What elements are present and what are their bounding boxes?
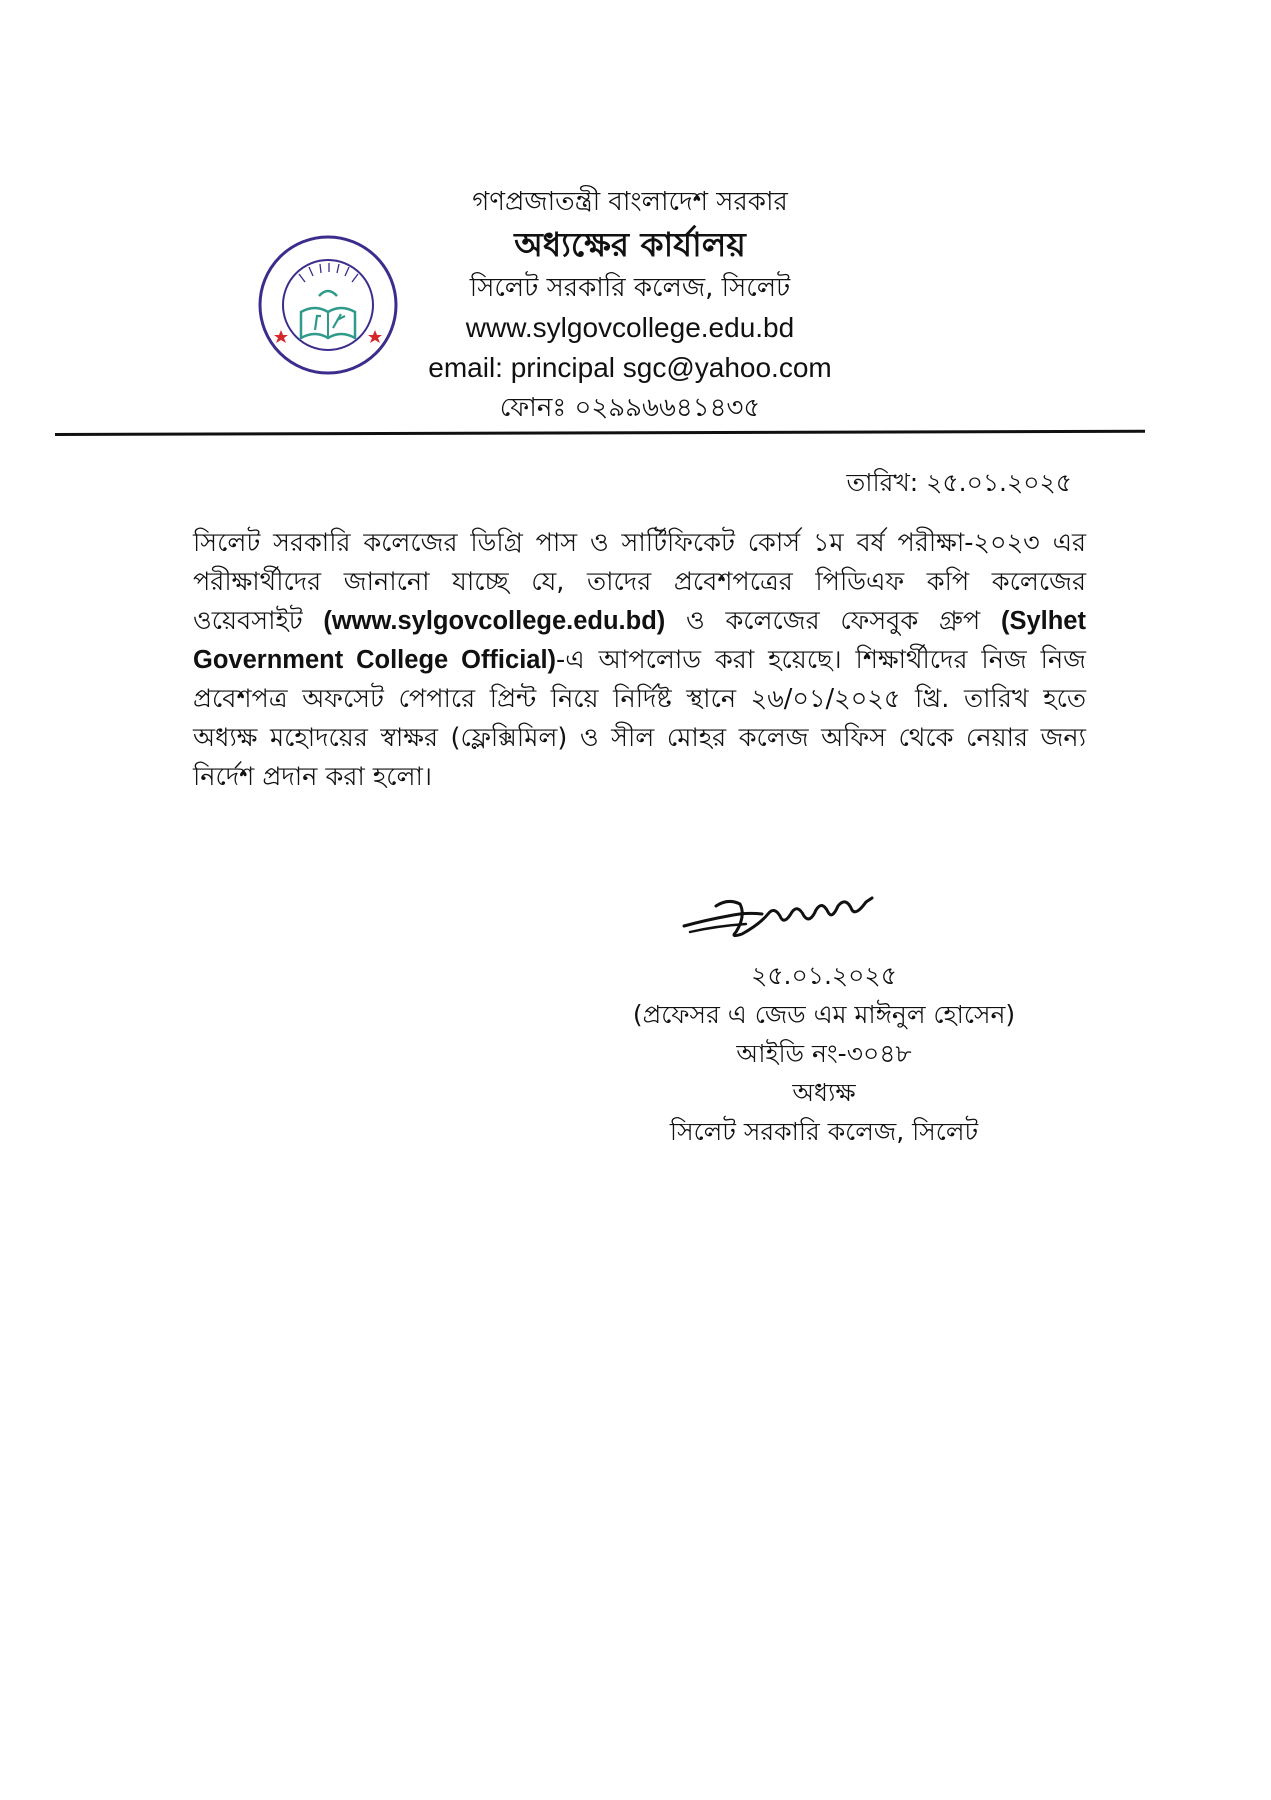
notice-body (193, 524, 1086, 797)
notice-facebook-bold: (Sylhet Government College Official) (193, 607, 1086, 674)
college-name: সিলেট সরকারি কলেজ, সিলেট (469, 273, 791, 303)
signatory-name: (প্রফেসর এ জেড এম মাঈনুল হোসেন) (632, 1000, 1016, 1029)
seal-emblem-icon (257, 234, 399, 376)
signatory-id: আইডি নং-৩০৪৮ (736, 1039, 912, 1068)
signatory-college: সিলেট সরকারি কলেজ, সিলেট (669, 1117, 979, 1146)
college-seal-logo (257, 234, 399, 376)
college-email: email: principal sgc@yahoo.com (428, 352, 832, 383)
signatory-designation: অধ্যক্ষ (792, 1078, 856, 1107)
notice-text-part-1: সিলেট সরকারি কলেজের ডিগ্রি পাস ও সার্টিফিকেট কোর্স ১ম বর্ষ পরীক্ষা-২০২৩ এর পরীক্ষার্থীদের জানানো যাচ্ছে যে, তাদের প্রবেশপত্রের পিডিএফ কপি কলেজের ওয়েবসাইট (193, 528, 1086, 636)
principal-signature (676, 876, 896, 956)
signature-date: ২৫.০১.২০২৫ (751, 961, 897, 990)
notice-website-bold: (www.sylgovcollege.edu.bd) (323, 607, 666, 635)
notice-text-part-2: ও কলেজের ফেসবুক গ্রুপ (685, 606, 981, 636)
header-divider (55, 430, 1145, 436)
signatory-block (568, 956, 1080, 1151)
college-website: www.sylgovcollege.edu.bd (465, 312, 795, 343)
government-name: গণপ্রজাতন্ত্রী বাংলাদেশ সরকার (472, 187, 788, 217)
notice-text-part-3: -এ আপলোড করা হয়েছে। শিক্ষার্থীদের নিজ নিজ প্রবেশপত্র অফসেট পেপারে প্রিন্ট নিয়ে নির্দিষ্ট স্থানে ২৬/০১/২০২৫ খ্রি. তারিখ হতে অধ্যক্ষ মহোদয়ের স্বাক্ষর (ফ্লেক্সিমিল) ও সীল মোহর কলেজ অফিস থেকে নেয়ার জন্য নির্দেশ প্রদান করা হলো। (193, 645, 1086, 792)
letterhead (380, 182, 880, 428)
handwritten-signature-icon (676, 876, 896, 956)
office-title: অধ্যক্ষের কার্যালয় (514, 225, 746, 264)
college-phone: ফোনঃ ০২৯৯৬৬৪১৪৩৫ (499, 393, 761, 423)
notice-date: তারিখ: ২৫.০১.২০২৫ (846, 468, 1072, 497)
